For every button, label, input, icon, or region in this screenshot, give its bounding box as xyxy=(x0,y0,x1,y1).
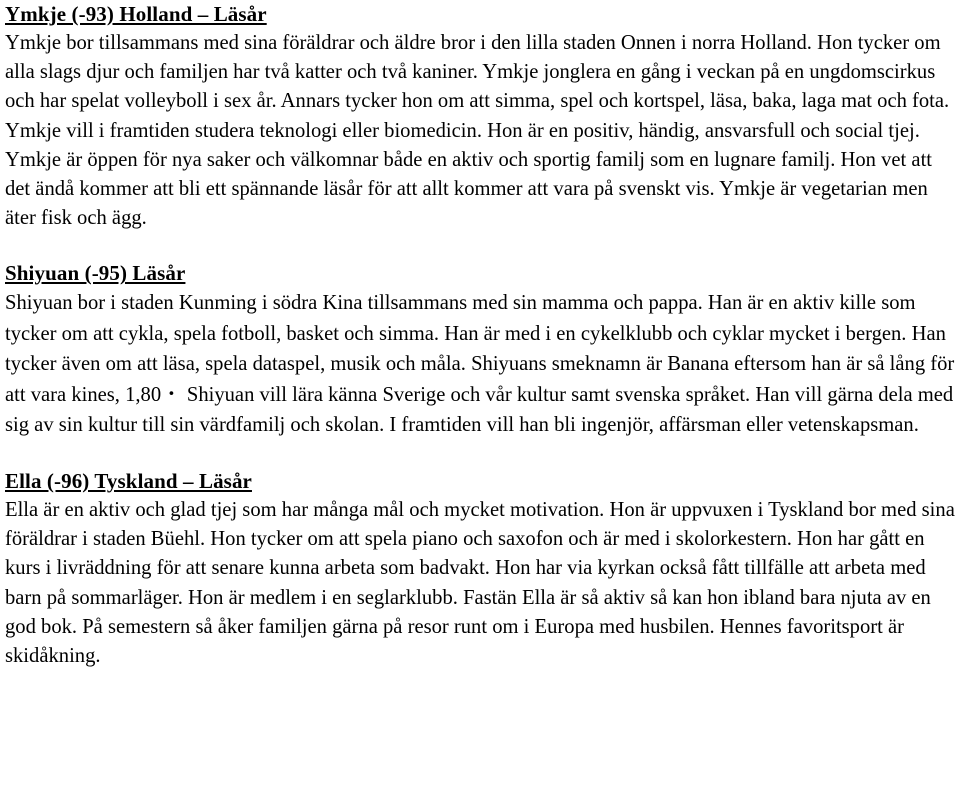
profile-shiyuan xyxy=(5,259,957,441)
profile-ella xyxy=(5,467,957,671)
profile-description: Shiyuan bor i staden Kunming i södra Kina tillsammans med sin mamma och pappa. Han är en aktiv kille som tycker om att cykla, spela fotboll, basket och simma. Han är med i en cykelklubb och cyklar mycket i bergen. Han tycker även om att läsa, spela dataspel, musik och måla. Shiyuans smeknamn är Banana eftersom han är så lång för att vara kines, 1,80・ Shiyuan vill lära känna Sverige och vår kultur samt svenska språket. Han vill gärna dela med sig av sin kultur till sin värdfamilj och skolan. I framtiden vill han bli ingenjör, affärsman eller vetenskapsman. xyxy=(5,292,955,437)
document-page xyxy=(5,0,957,671)
profile-description: Ella är en aktiv och glad tjej som har många mål och mycket motivation. Hon är uppvuxen i Tyskland bor med sina föräldrar i staden Büehl. Hon tycker om att spela piano och saxofon och är med i skolorkestern. Hon har gått en kurs i livräddning för att senare kunna arbeta som badvakt. Hon har via kyrkan också fått tillfälle att arbeta med barn på sommarläger. Hon är medlem i en seglarklubb. Fastän Ella är så aktiv så kan hon ibland bara njuta av en god bok. På semestern så åker familjen gärna på resor runt om i Europa med husbilen. Hennes favoritsport är skidåkning. xyxy=(5,498,955,667)
profile-title: Ymkje (-93) Holland – Läsår xyxy=(5,2,267,26)
profile-ymkje xyxy=(5,0,957,233)
profile-title: Shiyuan (-95) Läsår xyxy=(5,261,186,286)
profile-description: Ymkje bor tillsammans med sina föräldrar och äldre bror i den lilla staden Onnen i norra Holland. Hon tycker om alla slags djur och familjen har två katter och två kaniner. Ymkje jonglera en gång i veckan på en ungdomscirkus och har spelat volleyboll i sex år. Annars tycker hon om att simma, spel och kortspel, läsa, baka, laga mat och fota. Ymkje vill i framtiden studera teknologi eller biomedicin. Hon är en positiv, händig, ansvarsfull och social tjej. Ymkje är öppen för nya saker och välkomnar både en aktiv och sportig familj som en lugnare familj. Hon vet att det ändå kommer att bli ett spännande läsår för att allt kommer att vara på svenskt vis. Ymkje är vegetarian men äter fisk och ägg. xyxy=(5,32,950,230)
profile-title: Ella (-96) Tyskland – Läsår xyxy=(5,468,252,493)
